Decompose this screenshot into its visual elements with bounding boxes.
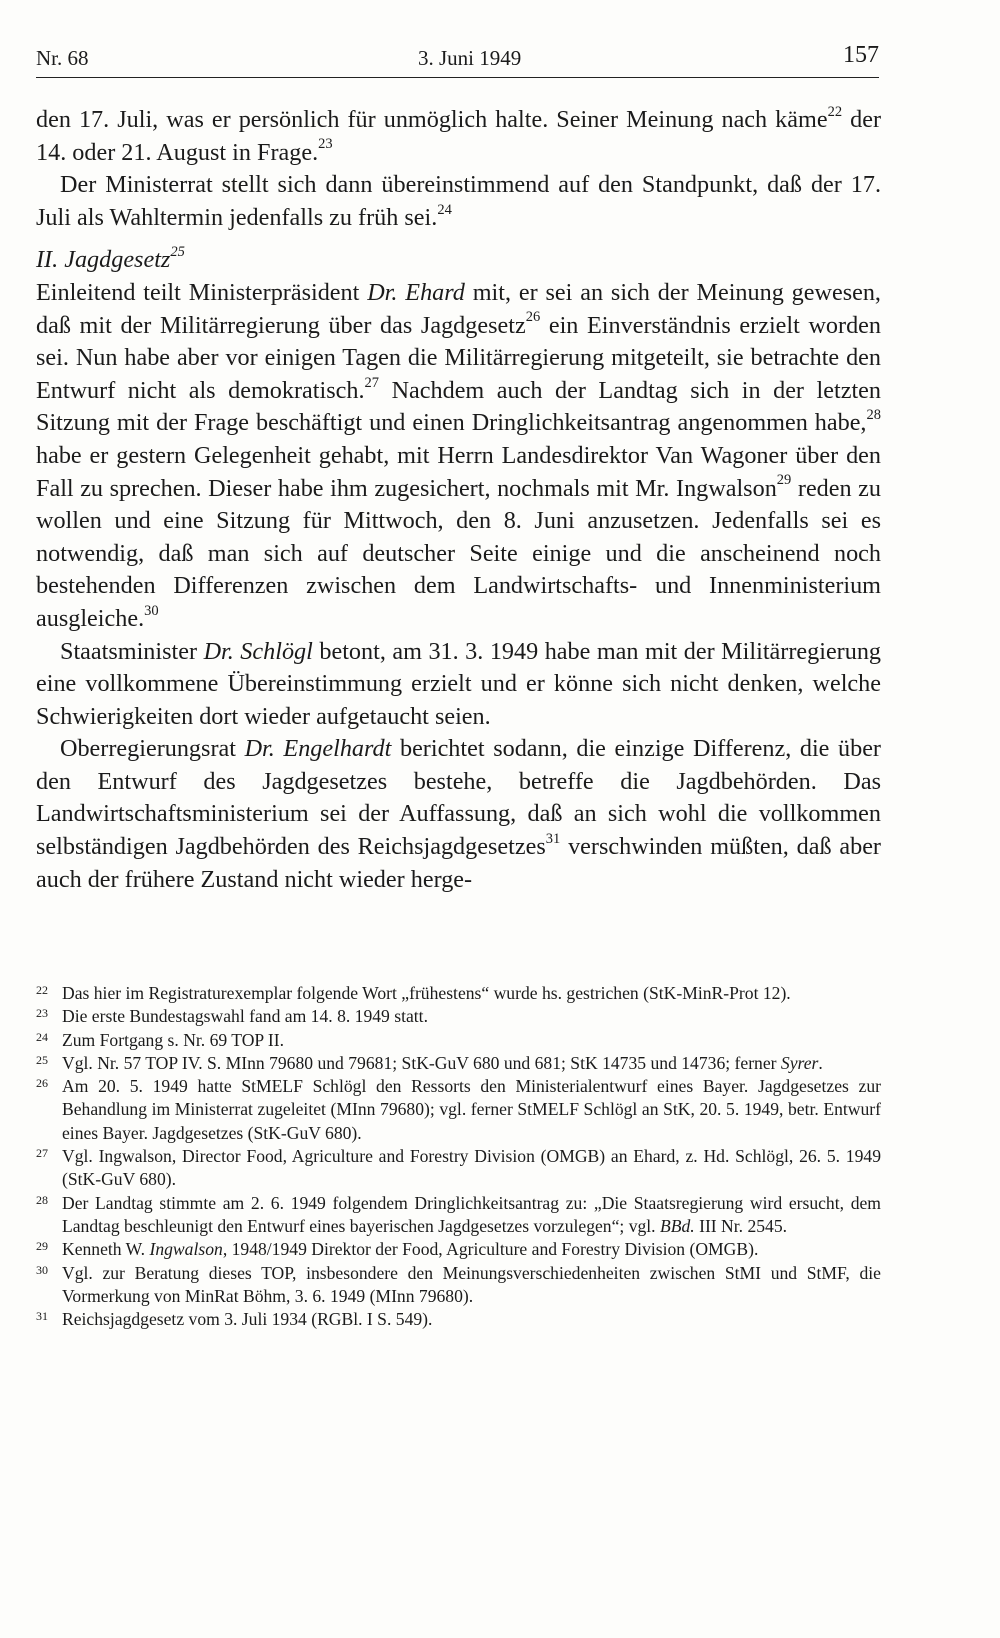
footnote-number: 22	[36, 983, 48, 997]
footnote-text-tail: , 1948/1949 Direktor der Food, Agriculture and Forestry Division (OMGB).	[222, 1239, 759, 1260]
page-number: 157	[843, 42, 879, 68]
footnote-italic: Syrer	[780, 1052, 819, 1073]
footnote-text: Reichsjagdgesetz vom 3. Juli 1934 (RGBl. I S. 549).	[62, 1309, 433, 1330]
footnote-ref: 25	[170, 244, 185, 261]
footnote-ref: 29	[776, 472, 792, 489]
footnote-number: 25	[36, 1052, 48, 1067]
footnote-text-tail: III Nr. 2545.	[694, 1215, 788, 1236]
footnote-number: 24	[36, 1029, 48, 1044]
footnote	[36, 1075, 881, 1145]
document-number: Nr. 68	[36, 46, 89, 70]
speaker-name: Dr. Ehard	[367, 278, 465, 306]
footnote	[36, 1005, 881, 1028]
paragraph: den 17. Juli, was er persönlich für unmöglich halte. Seiner Meinung nach käme$^{22}$ der 14. oder 21. August in Frage.$^{23}$	[36, 103, 881, 166]
speaker-name: Dr. Engelhardt	[244, 735, 392, 763]
section-heading: II. Jagdgesetz$^{25}$	[36, 244, 185, 274]
speaker-name: Dr. Schlögl	[203, 637, 313, 665]
footnote-ref: 31	[545, 830, 561, 847]
footnote-text: Vgl. Nr. 57 TOP IV. S. MInn 79680 und 79681; StK-GuV 680 und 681; StK 14735 und 14736; ferner	[62, 1052, 781, 1073]
paragraph: Staatsminister Dr. Schlögl betont, am 31. 3. 1949 habe man mit der Militärregierung eine vollkommene Übereinstimmung erzielt und er könne sich nicht denken, welche Schwierigkeiten dort wieder aufgetaucht seien.	[36, 637, 882, 730]
footnote-number: 30	[36, 1262, 48, 1277]
footnote-ref: 24	[437, 201, 452, 218]
footnote-text: Die erste Bundestagswahl fand am 14. 8. 1949 statt.	[62, 1006, 428, 1027]
footnote	[36, 1308, 881, 1331]
footnote	[36, 1029, 881, 1052]
footnote-ref: 30	[144, 602, 159, 619]
footnote-text: Kenneth W.	[62, 1239, 150, 1260]
footnote	[36, 1052, 881, 1075]
paragraph: Der Ministerrat stellt sich dann übereinstimmend auf den Standpunkt, daß der 17. Juli als Wahltermin jedenfalls zu früh sei.$^{24}$	[36, 171, 881, 231]
header-date: 3. Juni 1949	[418, 46, 522, 70]
footnote-number: 23	[36, 1006, 48, 1021]
footnote-ref: 22	[827, 103, 843, 120]
footnote	[36, 982, 881, 1005]
footnote-text: Am 20. 5. 1949 hatte StMELF Schlögl den Ressorts den Ministerialentwurf eines Bayer. Jagdgesetzes zur Behandlung im Ministerrat zugeleitet (MInn 79680); vgl. ferner StMELF Schlögl an StK, 20. 5. 1949, betr. Entwurf eines Bayer. Jagdgesetzes (StK-GuV 680).	[62, 1076, 881, 1143]
footnote-text: Das hier im Registraturexemplar folgende Wort „frühestens“ wurde hs. gestrichen (StK-MinR-Prot 12).	[62, 983, 791, 1003]
footnote-number: 29	[36, 1239, 48, 1254]
footnote	[36, 1145, 881, 1192]
footnote	[36, 1262, 881, 1309]
footnote-italic: BBd.	[659, 1215, 695, 1236]
footnotes	[36, 982, 881, 1331]
footnote-number: 28	[36, 1192, 48, 1207]
footnote	[36, 1238, 881, 1261]
running-header	[36, 42, 879, 76]
main-text	[36, 104, 881, 896]
footnote-text: Der Landtag stimmte am 2. 6. 1949 folgendem Dringlichkeitsantrag zu: „Die Staatsregierung wird ersucht, dem Landtag beschleunigt den Entwurf eines bayerischen Jagdgesetzes vorzulegen“; vgl.	[62, 1192, 881, 1236]
header-rule	[36, 77, 879, 78]
footnote-number: 27	[36, 1146, 48, 1161]
footnote-ref: 27	[364, 374, 380, 391]
footnote-ref: 28	[866, 407, 881, 424]
paragraph: Einleitend teilt Ministerpräsident Dr. Ehard mit, er sei an sich der Meinung gewesen, daß mit der Militärregierung über das Jagdgesetz$^{26}$ ein Einverständnis erzielt worden sei. Nun habe aber vor einigen Tagen die Militärregierung mitgeteilt, sie betrachte den Entwurf nicht als demokratisch.$^{27}$ Nachdem auch der Landtag sich in der letzten Sitzung mit der Frage beschäftigt und einen Dringlichkeitsantrag angenommen habe,$^{28}$ habe er gestern Gelegenheit gehabt, mit Herrn Landesdirektor Van Wagoner über den Fall zu sprechen. Dieser habe ihm zugesichert, nochmals mit Mr. Ingwalson$^{29}$ reden zu wollen und eine Sitzung für Mittwoch, den 8. Juni anzusetzen. Jedenfalls sei es notwendig, daß man sich auf deutscher Seite einige und die anscheinend noch bestehenden Differenzen zwischen dem Landwirtschafts- und Innenministerium ausgleiche.$^{30}$	[36, 278, 882, 632]
paragraph: Oberregierungsrat Dr. Engelhardt berichtet sodann, die einzige Differenz, die über den Entwurf des Jagdgesetzes bestehe, betreffe die Jagdbehörden. Das Landwirtschaftsministerium sei der Auffassung, daß an sich wohl die vollkommen selbständigen Jagdbehörden des Reichsjagdgesetzes$^{31}$ verschwinden müßten, daß aber auch der frühere Zustand nicht wieder herge-	[36, 735, 881, 893]
footnote-text-tail: .	[818, 1052, 823, 1073]
footnote-number: 26	[36, 1076, 48, 1091]
footnote-italic: Ingwalson	[149, 1239, 223, 1260]
footnote-text: Vgl. zur Beratung dieses TOP, insbesondere den Meinungsverschiedenheiten zwischen StMI und StMF, die Vormerkung von MinRat Böhm, 3. 6. 1949 (MInn 79680).	[62, 1262, 881, 1306]
footnote-text: Vgl. Ingwalson, Director Food, Agriculture and Forestry Division (OMGB) an Ehard, z. Hd. Schlögl, 26. 5. 1949 (StK-GuV 680).	[62, 1146, 881, 1190]
footnote-ref: 26	[525, 309, 541, 326]
footnote-text: Zum Fortgang s. Nr. 69 TOP II.	[62, 1029, 285, 1050]
footnote	[36, 1192, 881, 1239]
footnote-ref: 23	[318, 136, 333, 153]
footnote-number: 31	[36, 1309, 48, 1324]
